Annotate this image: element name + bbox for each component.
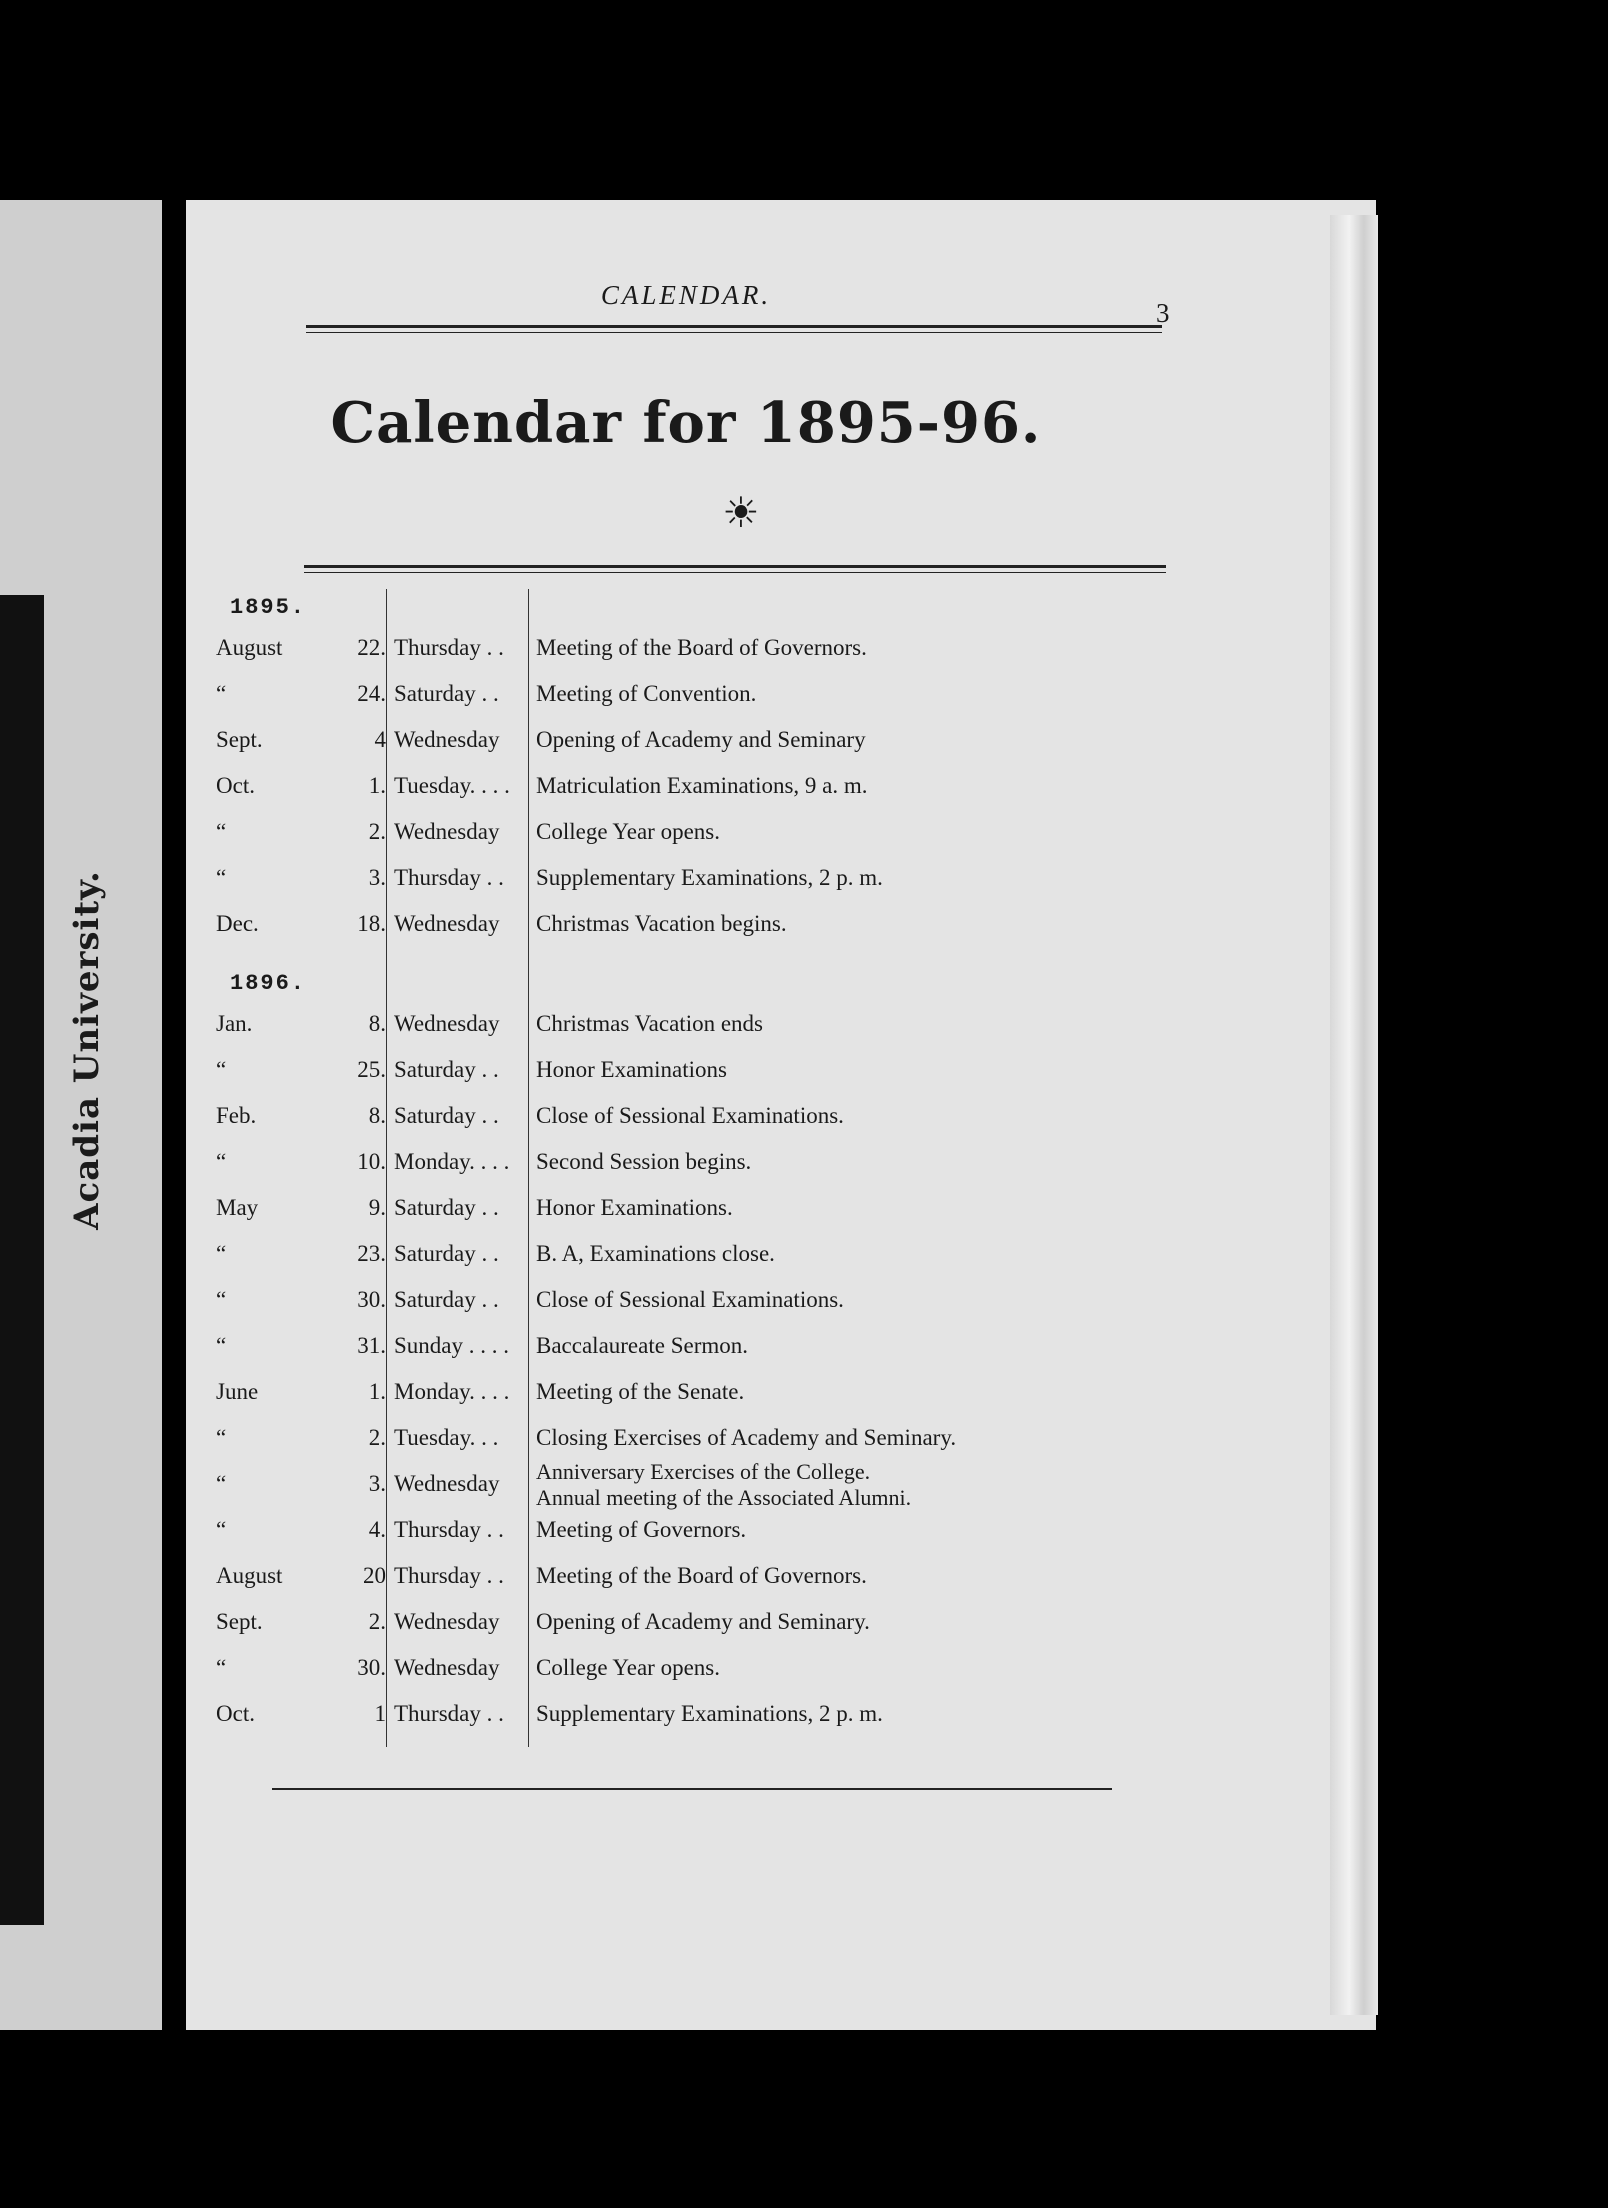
event-cell: Meeting of the Board of Governors. (536, 635, 867, 660)
day-cell: 4. (368, 1517, 386, 1542)
event-cell: Baccalaureate Sermon. (536, 1333, 748, 1358)
header-rule (306, 325, 1162, 333)
event-cell: Opening of Academy and Seminary. (536, 1609, 870, 1634)
weekday-cell: Wednesday (394, 1011, 500, 1036)
event-cell: Close of Sessional Examinations. (536, 1103, 844, 1128)
calendar-row (216, 1655, 1116, 1701)
calendar-row (216, 1563, 1116, 1609)
month-cell: August (216, 635, 283, 660)
month-cell: “ (216, 1517, 227, 1542)
day-cell: 18. (357, 911, 386, 936)
event-cell: B. A, Examinations close. (536, 1241, 775, 1266)
month-cell: Oct. (216, 1701, 255, 1726)
event-cell: Meeting of Convention. (536, 681, 757, 706)
day-cell: 8. (368, 1103, 386, 1128)
day-cell: 2. (368, 819, 386, 844)
calendar-row (216, 1333, 1116, 1379)
day-cell: 4 (374, 727, 386, 752)
weekday-cell: Thursday . . (394, 635, 504, 660)
page-number: 3 (1156, 298, 1170, 328)
day-cell: 1. (368, 1379, 386, 1404)
event-cell: Christmas Vacation begins. (536, 911, 787, 936)
event-cell: Honor Examinations (536, 1057, 727, 1082)
page-edge (1330, 215, 1378, 2015)
weekday-cell: Wednesday (394, 911, 500, 936)
year-heading: 1896. (230, 971, 307, 996)
month-cell: June (216, 1379, 259, 1404)
calendar-row (216, 1517, 1116, 1563)
day-cell: 3. (368, 865, 386, 890)
month-cell: “ (216, 1149, 227, 1174)
calendar-row (216, 1379, 1116, 1425)
weekday-cell: Wednesday (394, 1609, 500, 1634)
event-cell (536, 1459, 911, 1511)
event-cell: Christmas Vacation ends (536, 1011, 763, 1036)
event-cell: Second Session begins. (536, 1149, 752, 1174)
table-top-rule (304, 565, 1166, 573)
calendar-row (216, 911, 1116, 957)
month-cell: Sept. (216, 727, 263, 752)
day-cell: 23. (357, 1241, 386, 1266)
weekday-cell: Wednesday (394, 727, 500, 752)
calendar-row (216, 819, 1116, 865)
weekday-cell: Saturday . . (394, 1195, 499, 1220)
day-cell: 20 (363, 1563, 386, 1588)
weekday-cell: Wednesday (394, 1655, 500, 1680)
event-cell: Matriculation Examinations, 9 a. m. (536, 773, 868, 798)
weekday-cell: Saturday . . (394, 1287, 499, 1312)
event-cell: College Year opens. (536, 1655, 720, 1680)
event-cell: Honor Examinations. (536, 1195, 733, 1220)
calendar-row (216, 1057, 1116, 1103)
event-cell: Meeting of the Senate. (536, 1379, 745, 1404)
event-cell: Supplementary Examinations, 2 p. m. (536, 1701, 883, 1726)
event-line-1: Anniversary Exercises of the College. (536, 1459, 871, 1484)
day-cell: 31. (357, 1333, 386, 1358)
day-cell: 25. (357, 1057, 386, 1082)
event-line-2: Annual meeting of the Associated Alumni. (536, 1485, 912, 1510)
weekday-cell: Saturday . . (394, 681, 499, 706)
day-cell: 22. (357, 635, 386, 660)
month-cell: “ (216, 1333, 227, 1358)
calendar-row (216, 681, 1116, 727)
calendar-row (216, 1701, 1116, 1747)
weekday-cell: Saturday . . (394, 1241, 499, 1266)
month-cell: Jan. (216, 1011, 253, 1036)
calendar-row (216, 1287, 1116, 1333)
month-cell: Dec. (216, 911, 259, 936)
table-bottom-rule (272, 1788, 1112, 1790)
weekday-cell: Saturday . . (394, 1057, 499, 1082)
calendar-row (216, 727, 1116, 773)
month-cell: “ (216, 1471, 227, 1496)
calendar-row (216, 1103, 1116, 1149)
calendar-row (216, 773, 1116, 819)
day-cell: 2. (368, 1425, 386, 1450)
calendar-row (216, 1609, 1116, 1655)
calendar-page (186, 200, 1376, 2030)
month-cell: August (216, 1563, 283, 1588)
month-cell: “ (216, 865, 227, 890)
day-weekday-divider (386, 589, 387, 1747)
calendar-row (216, 1459, 1116, 1517)
month-cell: Oct. (216, 773, 255, 798)
month-cell: “ (216, 681, 227, 706)
year-heading: 1895. (230, 595, 307, 620)
month-cell: Feb. (216, 1103, 257, 1128)
day-cell: 2. (368, 1609, 386, 1634)
calendar-row (216, 865, 1116, 911)
day-cell: 30. (357, 1655, 386, 1680)
month-cell: “ (216, 1057, 227, 1082)
day-cell: 30. (357, 1287, 386, 1312)
calendar-row (216, 635, 1116, 681)
running-head: CALENDAR. (600, 280, 772, 310)
month-cell: “ (216, 819, 227, 844)
book-gutter (162, 200, 186, 2030)
weekday-cell: Thursday . . (394, 865, 504, 890)
weekday-cell: Thursday . . (394, 1701, 504, 1726)
weekday-cell: Tuesday. . . . (394, 773, 510, 798)
day-cell: 8. (368, 1011, 386, 1036)
month-cell: “ (216, 1425, 227, 1450)
day-cell: 1 (374, 1701, 386, 1726)
calendar-row (216, 1011, 1116, 1057)
weekday-event-divider (528, 589, 529, 1747)
weekday-cell: Thursday . . (394, 1517, 504, 1542)
calendar-row (216, 1195, 1116, 1241)
day-cell: 9. (368, 1195, 386, 1220)
day-cell: 24. (357, 681, 386, 706)
month-cell: “ (216, 1655, 227, 1680)
spine-label (42, 870, 132, 1230)
event-cell: Supplementary Examinations, 2 p. m. (536, 865, 883, 890)
month-cell: “ (216, 1241, 227, 1266)
month-cell: May (216, 1195, 259, 1220)
month-cell: Sept. (216, 1609, 263, 1634)
weekday-cell: Tuesday. . . (394, 1425, 499, 1450)
event-cell: Close of Sessional Examinations. (536, 1287, 844, 1312)
weekday-cell: Wednesday (394, 819, 500, 844)
event-cell: Closing Exercises of Academy and Seminary. (536, 1425, 957, 1450)
day-cell: 1. (368, 773, 386, 798)
weekday-cell: Saturday . . (394, 1103, 499, 1128)
page-title: Calendar for 1895-96. (330, 390, 1042, 456)
weekday-cell: Wednesday (394, 1471, 500, 1496)
weekday-cell: Sunday . . . . (394, 1333, 509, 1358)
left-page-illustration (0, 595, 44, 1925)
event-cell: Meeting of the Board of Governors. (536, 1563, 867, 1588)
spine-text: Acadia University. (67, 870, 107, 1230)
event-cell: Meeting of Governors. (536, 1517, 747, 1542)
month-cell: “ (216, 1287, 227, 1312)
calendar-row (216, 1241, 1116, 1287)
weekday-cell: Monday. . . . (394, 1149, 510, 1174)
calendar-row (216, 1149, 1116, 1195)
day-cell: 10. (357, 1149, 386, 1174)
sun-ornament-icon: ☀ (722, 491, 760, 537)
event-cell: College Year opens. (536, 819, 720, 844)
weekday-cell: Thursday . . (394, 1563, 504, 1588)
weekday-cell: Monday. . . . (394, 1379, 510, 1404)
day-cell: 3. (368, 1471, 386, 1496)
event-cell: Opening of Academy and Seminary (536, 727, 866, 752)
